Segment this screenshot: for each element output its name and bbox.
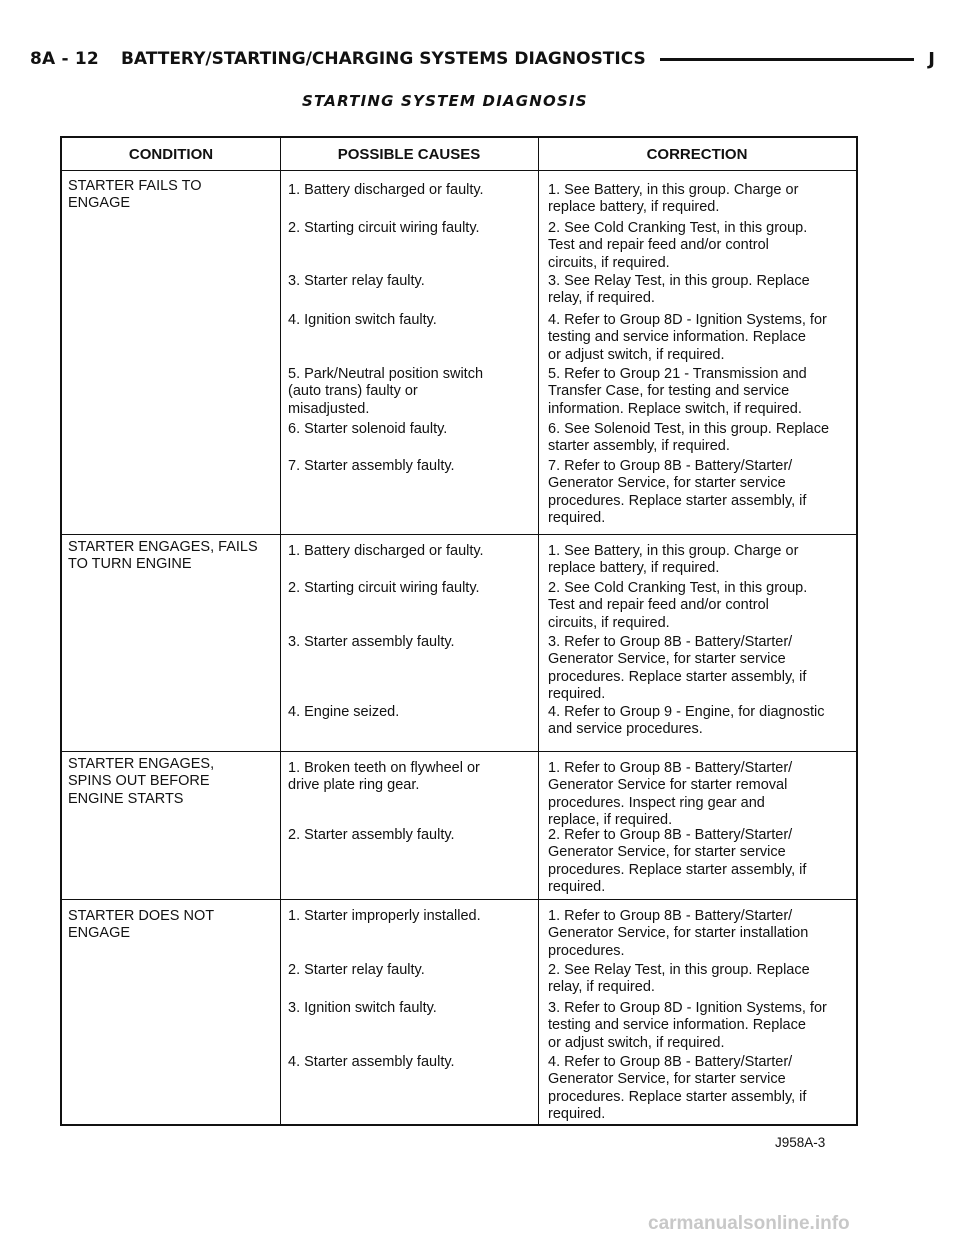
correction-text: Generator Service for starter removal	[548, 777, 788, 794]
correction-text: required.	[548, 1106, 606, 1123]
condition-text: STARTER FAILS TO	[68, 178, 202, 194]
section-heading: BATTERY/STARTING/CHARGING SYSTEMS DIAGNOSTICS	[120, 49, 646, 69]
correction-text: Generator Service, for starter installation	[548, 925, 809, 942]
possible-cause: 4. Starter assembly faulty.	[288, 1054, 455, 1070]
row-divider	[62, 751, 856, 752]
correction-text: 2. See Relay Test, in this group. Replace	[548, 962, 810, 978]
correction-text: 3. Refer to Group 8B - Battery/Starter/	[548, 634, 793, 650]
correction-text: Transfer Case, for testing and service	[548, 383, 790, 400]
condition-text: TO TURN ENGINE	[68, 556, 192, 573]
header-rule	[660, 58, 915, 61]
correction-text: Generator Service, for starter service	[548, 651, 786, 668]
correction-text: 2. See Cold Cranking Test, in this group.	[548, 220, 808, 236]
correction-text: Generator Service, for starter service	[548, 844, 786, 861]
possible-cause: 1. Broken teeth on flywheel or	[288, 760, 480, 776]
correction-text: replace battery, if required.	[548, 199, 720, 216]
possible-cause: 3. Starter relay faulty.	[288, 273, 425, 289]
correction-text: 4. Refer to Group 8D - Ignition Systems, for	[548, 312, 827, 328]
possible-cause: 6. Starter solenoid faulty.	[288, 421, 448, 437]
possible-cause: misadjusted.	[288, 400, 370, 417]
correction-text: replace, if required.	[548, 812, 673, 829]
correction-text: 3. See Relay Test, in this group. Replace	[548, 273, 810, 289]
correction-text: required.	[548, 879, 606, 896]
possible-cause: 2. Starting circuit wiring faulty.	[288, 220, 480, 236]
condition-text: STARTER ENGAGES,	[68, 756, 215, 772]
column-divider	[280, 138, 281, 1124]
correction-text: 1. Refer to Group 8B - Battery/Starter/	[548, 908, 793, 924]
correction-text: relay, if required.	[548, 290, 655, 307]
page-number: 8A - 12	[30, 49, 99, 69]
correction-text: procedures.	[548, 942, 625, 959]
possible-cause: 2. Starting circuit wiring faulty.	[288, 580, 480, 596]
correction-text: circuits, if required.	[548, 614, 670, 631]
possible-cause: 3. Ignition switch faulty.	[288, 1000, 437, 1016]
correction-text: starter assembly, if required.	[548, 438, 730, 455]
correction-text: information. Replace switch, if required.	[548, 400, 802, 417]
correction-text: or adjust switch, if required.	[548, 1034, 725, 1051]
correction-text: procedures. Replace starter assembly, if	[548, 1088, 807, 1105]
correction-text: procedures. Replace starter assembly, if	[548, 668, 807, 685]
correction-text: procedures. Inspect ring gear and	[548, 794, 765, 811]
correction-text: required.	[548, 686, 606, 703]
column-divider	[538, 138, 539, 1124]
correction-text: procedures. Replace starter assembly, if	[548, 492, 807, 509]
correction-text: 1. See Battery, in this group. Charge or	[548, 543, 799, 559]
column-header-correction: CORRECTION	[646, 146, 748, 163]
possible-cause: 2. Starter relay faulty.	[288, 962, 425, 978]
possible-cause: 3. Starter assembly faulty.	[288, 634, 455, 650]
condition-text: STARTER DOES NOT	[68, 908, 215, 924]
model-code: J	[928, 48, 935, 70]
correction-text: 1. Refer to Group 8B - Battery/Starter/	[548, 760, 793, 776]
possible-cause: 2. Starter assembly faulty.	[288, 827, 455, 843]
correction-text: and service procedures.	[548, 721, 703, 738]
correction-text: 2. Refer to Group 8B - Battery/Starter/	[548, 827, 793, 843]
correction-text: replace battery, if required.	[548, 560, 720, 577]
possible-cause: 1. Battery discharged or faulty.	[288, 182, 484, 198]
correction-text: Test and repair feed and/or control	[548, 597, 769, 614]
possible-cause: 1. Battery discharged or faulty.	[288, 543, 484, 559]
correction-text: 3. Refer to Group 8D - Ignition Systems, for	[548, 1000, 827, 1016]
condition-text: ENGAGE	[68, 195, 131, 212]
correction-text: 5. Refer to Group 21 - Transmission and	[548, 366, 807, 382]
possible-cause: 1. Starter improperly installed.	[288, 908, 481, 924]
correction-text: testing and service information. Replace	[548, 1017, 806, 1034]
figure-id: J958A-3	[775, 1135, 826, 1150]
correction-text: relay, if required.	[548, 979, 655, 996]
correction-text: 4. Refer to Group 9 - Engine, for diagnostic	[548, 704, 825, 720]
correction-text: 1. See Battery, in this group. Charge or	[548, 182, 799, 198]
possible-cause: (auto trans) faulty or	[288, 383, 418, 400]
correction-text: testing and service information. Replace	[548, 329, 806, 346]
condition-text: ENGAGE	[68, 925, 131, 942]
column-header-causes: POSSIBLE CAUSES	[337, 146, 481, 163]
column-header-condition: CONDITION	[128, 146, 214, 163]
header-divider	[62, 170, 856, 171]
diagnosis-table	[60, 136, 858, 1126]
correction-text: 7. Refer to Group 8B - Battery/Starter/	[548, 458, 793, 474]
correction-text: 2. See Cold Cranking Test, in this group.	[548, 580, 808, 596]
possible-cause: 5. Park/Neutral position switch	[288, 366, 484, 382]
correction-text: 6. See Solenoid Test, in this group. Replace	[548, 421, 830, 437]
correction-text: 4. Refer to Group 8B - Battery/Starter/	[548, 1054, 793, 1070]
correction-text: Generator Service, for starter service	[548, 1071, 786, 1088]
row-divider	[62, 534, 856, 535]
page-header	[30, 44, 935, 74]
correction-text: Test and repair feed and/or control	[548, 237, 769, 254]
page-title: STARTING SYSTEM DIAGNOSIS	[302, 92, 588, 110]
footer-watermark: carmanualsonline.info	[648, 1213, 850, 1234]
correction-text: required.	[548, 510, 606, 527]
correction-text: or adjust switch, if required.	[548, 346, 725, 363]
possible-cause: 4. Ignition switch faulty.	[288, 312, 437, 328]
correction-text: procedures. Replace starter assembly, if	[548, 861, 807, 878]
correction-text: circuits, if required.	[548, 254, 670, 271]
possible-cause: 4. Engine seized.	[288, 704, 400, 720]
possible-cause: 7. Starter assembly faulty.	[288, 458, 455, 474]
condition-text: ENGINE STARTS	[68, 790, 184, 807]
possible-cause: drive plate ring gear.	[288, 777, 420, 794]
condition-text: STARTER ENGAGES, FAILS	[68, 539, 258, 555]
condition-text: SPINS OUT BEFORE	[68, 773, 210, 790]
row-divider	[62, 899, 856, 900]
correction-text: Generator Service, for starter service	[548, 475, 786, 492]
